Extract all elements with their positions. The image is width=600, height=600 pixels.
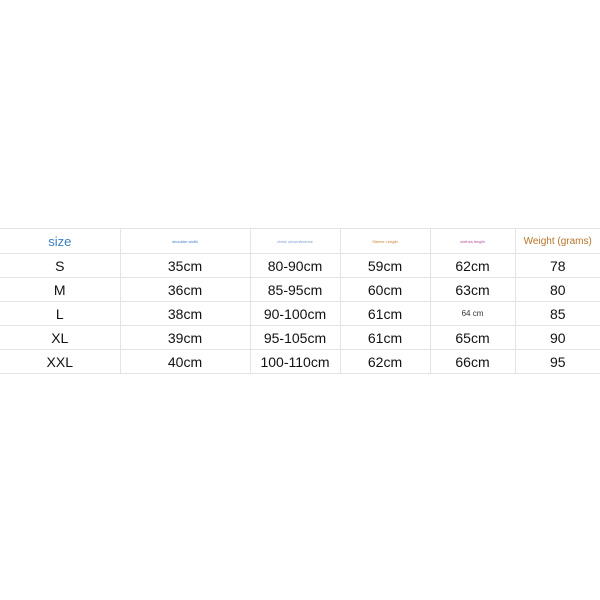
cell-weight: 78 xyxy=(515,254,600,278)
table-row xyxy=(0,278,600,302)
cell-shoulder-width: 35cm xyxy=(120,254,250,278)
cell-weight: 95 xyxy=(515,350,600,374)
cell-chest: 95-105cm xyxy=(250,326,340,350)
cell-sleeve-length: 61cm xyxy=(340,302,430,326)
cell-clothes-length: 62cm xyxy=(430,254,515,278)
cell-chest: 85-95cm xyxy=(250,278,340,302)
header-sleeve-length: Sleeve Length xyxy=(340,229,430,254)
cell-sleeve-length: 59cm xyxy=(340,254,430,278)
table-row xyxy=(0,302,600,326)
cell-chest: 100-110cm xyxy=(250,350,340,374)
cell-sleeve-length: 62cm xyxy=(340,350,430,374)
table-row xyxy=(0,350,600,374)
cell-chest: 80-90cm xyxy=(250,254,340,278)
table-row xyxy=(0,254,600,278)
cell-clothes-length: 64 cm xyxy=(430,302,515,326)
cell-size: L xyxy=(0,302,120,326)
cell-size: M xyxy=(0,278,120,302)
cell-weight: 85 xyxy=(515,302,600,326)
header-clothes-length: clothes length xyxy=(430,229,515,254)
cell-size: XL xyxy=(0,326,120,350)
cell-sleeve-length: 60cm xyxy=(340,278,430,302)
header-weight: Weight (grams) xyxy=(515,229,600,254)
cell-chest: 90-100cm xyxy=(250,302,340,326)
table-row xyxy=(0,326,600,350)
cell-shoulder-width: 38cm xyxy=(120,302,250,326)
header-shoulder-width: shoulder width xyxy=(120,229,250,254)
header-size: size xyxy=(0,229,120,254)
cell-clothes-length: 65cm xyxy=(430,326,515,350)
size-chart-table xyxy=(0,228,600,374)
cell-clothes-length: 63cm xyxy=(430,278,515,302)
cell-size: XXL xyxy=(0,350,120,374)
cell-size: S xyxy=(0,254,120,278)
cell-shoulder-width: 39cm xyxy=(120,326,250,350)
cell-sleeve-length: 61cm xyxy=(340,326,430,350)
cell-clothes-length: 66cm xyxy=(430,350,515,374)
cell-shoulder-width: 40cm xyxy=(120,350,250,374)
header-chest-circumference: chest circumference xyxy=(250,229,340,254)
cell-shoulder-width: 36cm xyxy=(120,278,250,302)
cell-weight: 90 xyxy=(515,326,600,350)
table-header-row xyxy=(0,229,600,254)
cell-weight: 80 xyxy=(515,278,600,302)
